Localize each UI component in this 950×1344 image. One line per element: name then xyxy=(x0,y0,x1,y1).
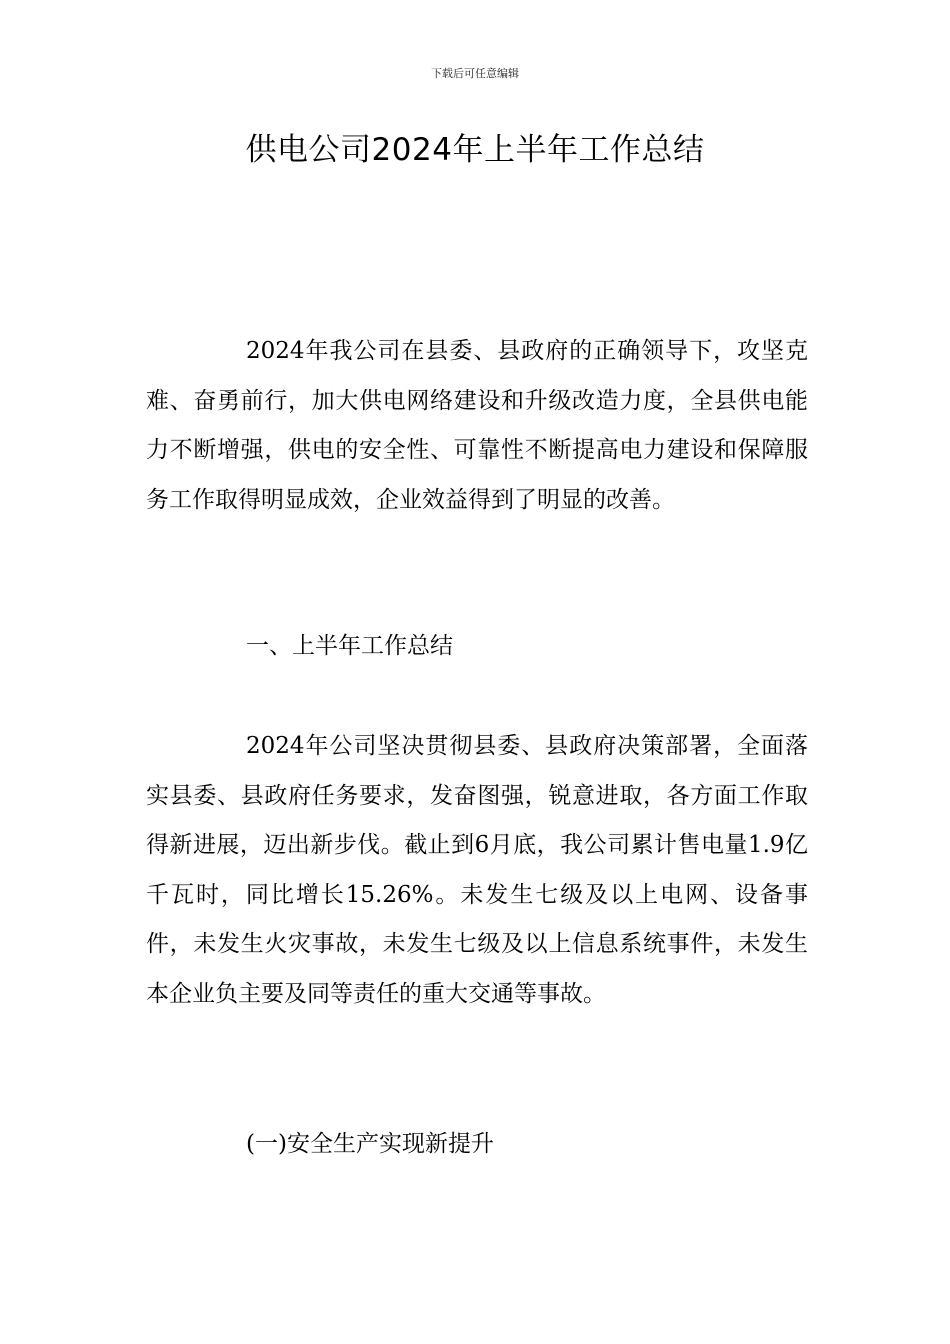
page-header-note: 下载后可任意编辑 xyxy=(431,67,519,80)
document-title: 供电公司2024年上半年工作总结 xyxy=(245,132,705,168)
intro-paragraph: 2024年我公司在县委、县政府的正确领导下，攻坚克难、奋勇前行，加大供电网络建设和升级改造力度，全县供电能力不断增强，供电的安全性、可靠性不断提高电力建设和保障服务工作取得明显成效，企业效益得到了明显的改善。 xyxy=(146,338,808,513)
summary-paragraph: 2024年公司坚决贯彻县委、县政府决策部署，全面落实县委、县政府任务要求，发奋图强，锐意进取，各方面工作取得新进展，迈出新步伐。截止到6月底，我公司累计售电量1.9亿千瓦时，同比增长15.26%。未发生七级及以上电网、设备事件，未发生火灾事故，未发生七级及以上信息系统事件，未发生本企业负主要及同等责任的重大交通等事故。 xyxy=(146,733,808,1007)
section-heading-first-half-summary: 一、上半年工作总结 xyxy=(246,633,453,659)
subsection-heading-safety: (一)安全生产实现新提升 xyxy=(246,1131,494,1157)
